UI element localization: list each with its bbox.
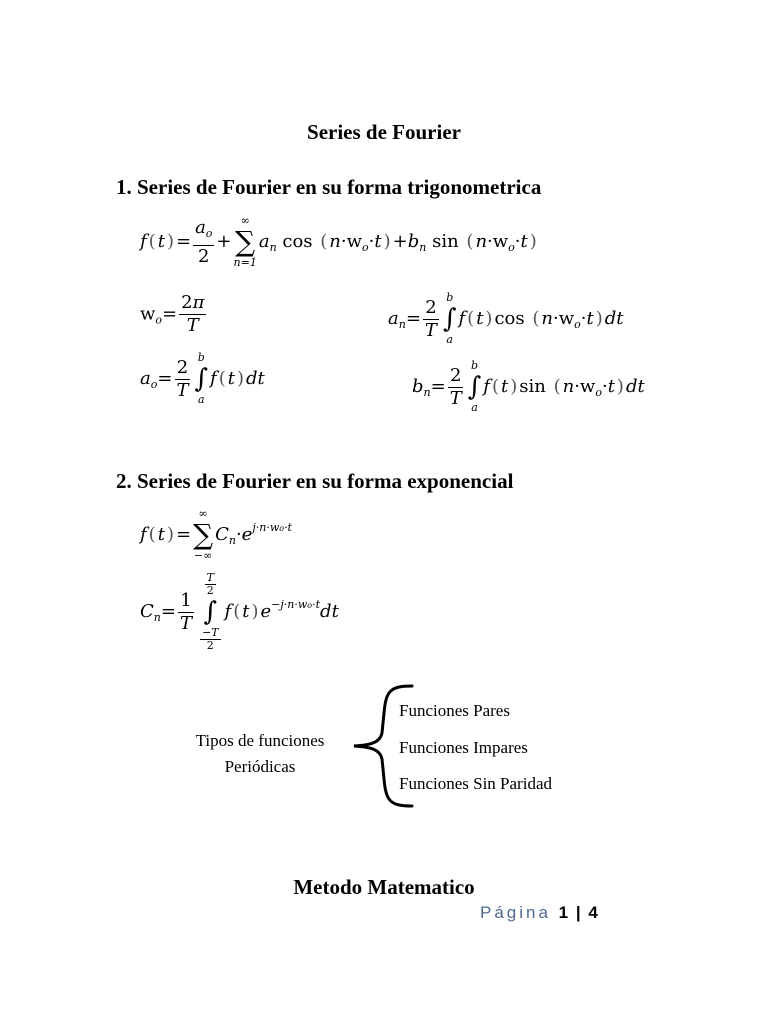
periodic-functions-label: Tipos de funciones Periódicas <box>195 731 325 776</box>
formula-bn: $b_n=$ $\frac{2}{T}$ b ∫ a f ( t ) sin ( $n\cdot w_o\cdot t$ ) dt <box>412 359 645 414</box>
page-total: 4 <box>588 903 598 922</box>
formula-a0: $a_o=$ $\frac{2}{T}$ b ∫ a f ( t ) dt <box>140 351 265 406</box>
diagram-item-even: Funciones Pares <box>399 701 510 720</box>
footer-title: Metodo Matematico <box>293 875 475 899</box>
diagram-item-odd: Funciones Impares <box>399 738 528 757</box>
section-2-heading: 2. Series de Fourier en su forma exponencial <box>116 469 514 493</box>
formula-w0: $w_o=$ $\frac{2\pi}{T}$ <box>140 292 205 336</box>
page-separator: | <box>575 903 581 922</box>
page-number <box>480 903 598 923</box>
formula-exp-series: f ( t ) = ∞ ∑ −∞ $C_n\cdot e^{j\cdot n\cdot wo\cdot t}$ <box>140 507 292 562</box>
diagram-item-no-parity: Funciones Sin Paridad <box>399 774 552 793</box>
page-current: 1 <box>558 903 569 922</box>
document-title: Series de Fourier <box>307 120 461 144</box>
page-word: Página <box>480 903 551 922</box>
section-1-heading: 1. Series de Fourier en su forma trigonometrica <box>116 175 542 199</box>
formula-an: $a_n=$ $\frac{2}{T}$ b ∫ a f ( t ) cos ( $n\cdot w_o\cdot t$ ) dt <box>388 291 624 346</box>
formula-trig-series: f ( t ) = $\frac{a_o}{2}$ + ∞ ∑ n=1 $a_n$ cos ( $n\cdot w_o\cdot t$ ) $+b_n$ sin ( $n\cdot w_o\cdot t$ ) <box>140 214 537 269</box>
formula-cn: $C_n=$ $\frac{1}{T}$ $\frac{T}{2}$ ∫ $\frac{-T}{2}$ f ( t ) $e^{-j\cdot n\cdot wo\cdot t}dt$ <box>140 571 339 652</box>
